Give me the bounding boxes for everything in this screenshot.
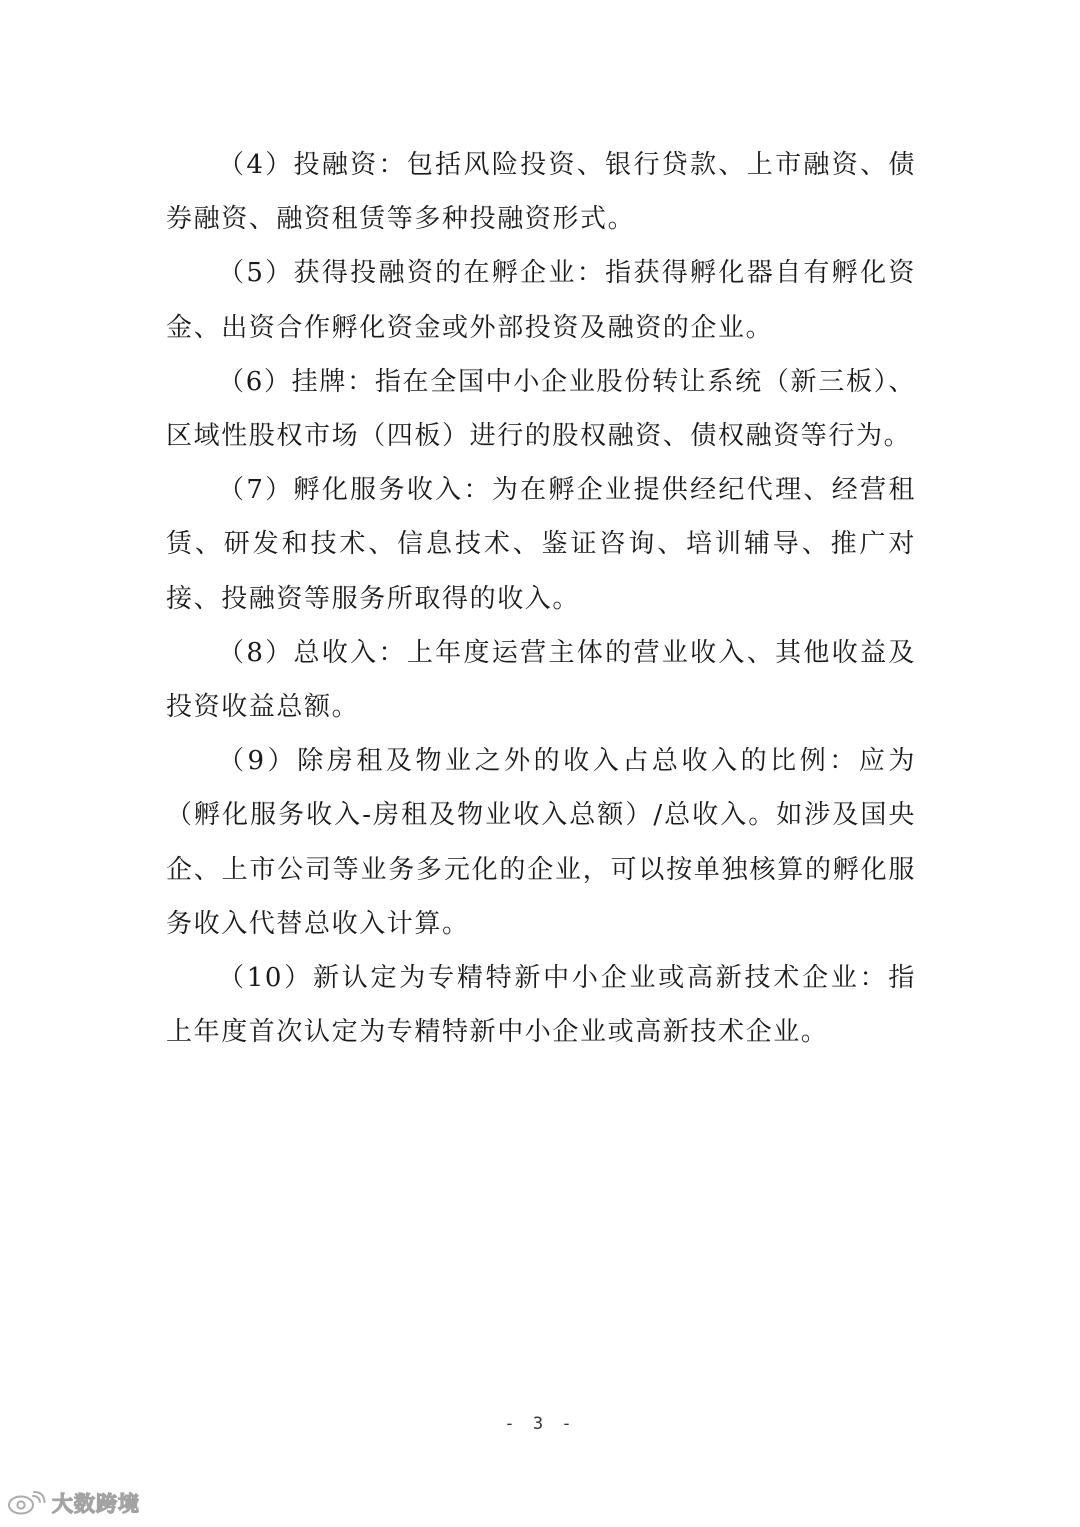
- paragraph-total-income: （8）总收入：上年度运营主体的营业收入、其他收益及投资收益总额。: [166, 637, 916, 723]
- watermark-text: 大数跨境: [52, 1492, 140, 1516]
- weibo-eye-logo-icon: [6, 1490, 46, 1516]
- page-number: - 3 -: [504, 1414, 576, 1434]
- watermark: [6, 1488, 140, 1518]
- paragraph-investment-financing: （4）投融资：包括风险投资、银行贷款、上市融资、债券融资、融资租赁等多种投融资形式。: [166, 150, 916, 235]
- paragraph-funded-incubatees: （5）获得投融资的在孵企业：指获得孵化器自有孵化资金、出资合作孵化资金或外部投资及融资的企业。: [166, 258, 916, 343]
- document-body: [166, 138, 916, 1059]
- paragraph-newly-certified-enterprises: （10）新认定为专精特新中小企业或高新技术企业：指上年度首次认定为专精特新中小企业或高新技术企业。: [166, 963, 916, 1048]
- paragraph-incubation-service-income: （7）孵化服务收入：为在孵企业提供经纪代理、经营租赁、研发和技术、信息技术、鉴证咨询、培训辅导、推广对接、投融资等服务所取得的收入。: [166, 475, 916, 614]
- paragraph-non-rent-income-ratio: （9）除房租及物业之外的收入占总收入的比例：应为（孵化服务收入-房租及物业收入总额）/总收入。如涉及国央企、上市公司等业务多元化的企业，可以按单独核算的孵化服务收入代替总收入计算。: [166, 746, 916, 939]
- paragraph-listing: （6）挂牌：指在全国中小企业股份转让系统（新三板）、区域性股权市场（四板）进行的股权融资、债权融资等行为。: [166, 366, 916, 452]
